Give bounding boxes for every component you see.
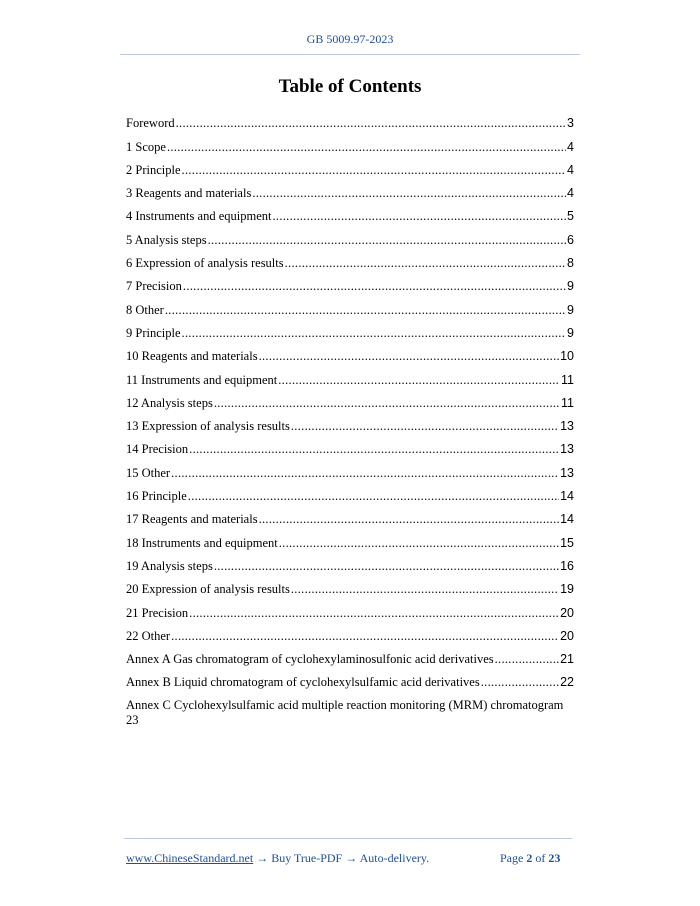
toc-leader-dots: [291, 419, 559, 434]
toc-entry-label: 4 Instruments and equipment: [126, 209, 272, 224]
toc-entry-page: 19: [560, 582, 574, 597]
toc-entry-page: 5: [567, 209, 574, 224]
toc-entry-label: 10 Reagents and materials: [126, 349, 258, 364]
toc-leader-dots: [279, 536, 559, 551]
header-divider: [120, 54, 580, 55]
toc-entry[interactable]: [126, 527, 574, 550]
toc-entry-label: 5 Analysis steps: [126, 232, 207, 247]
website-link[interactable]: www.ChineseStandard.net: [126, 851, 254, 865]
toc-entry[interactable]: [126, 457, 574, 480]
page-title: Table of Contents: [278, 76, 422, 97]
buy-true-pdf-link[interactable]: Buy True-PDF: [271, 851, 343, 865]
toc-entry-label: 3 Reagents and materials: [126, 186, 252, 201]
toc-entry[interactable]: [126, 504, 574, 527]
toc-entry-page: 9: [567, 279, 574, 294]
toc-entry-page: 3: [567, 116, 574, 131]
toc-leader-dots: [182, 326, 567, 341]
toc-entry-label: 8 Other: [126, 302, 164, 317]
toc-entry-page: 14: [560, 512, 574, 527]
toc-entry-label: 2 Principle: [126, 162, 181, 177]
arrow-right-icon: →: [345, 851, 358, 865]
toc-entry-label: 7 Precision: [126, 279, 182, 294]
toc-leader-dots: [495, 652, 559, 667]
toc-entry[interactable]: [126, 201, 574, 224]
toc-entry-label: Annex B Liquid chromatogram of cyclohexylsulfamic acid derivatives: [126, 675, 480, 690]
toc-entry-label: 14 Precision: [126, 442, 189, 457]
auto-delivery-text: Auto-delivery.: [359, 851, 430, 865]
toc-entry-page: 20: [560, 605, 574, 620]
toc-leader-dots: [208, 233, 566, 248]
toc-entry[interactable]: [126, 155, 574, 178]
footer-divider: [124, 838, 572, 839]
toc-leader-dots: [278, 373, 560, 388]
toc-entry[interactable]: [126, 108, 574, 131]
toc-entry-page: 15: [560, 535, 574, 550]
page-word: Page: [500, 851, 524, 865]
toc-leader-dots: [188, 489, 559, 504]
toc-entry[interactable]: [126, 621, 574, 644]
toc-entry[interactable]: [126, 690, 574, 728]
toc-entry[interactable]: [126, 294, 574, 317]
toc-entry[interactable]: [126, 597, 574, 620]
toc-entry-page: 10: [560, 349, 574, 364]
toc-entry-page: 4: [567, 139, 574, 154]
toc-leader-dots: [259, 349, 560, 364]
toc-entry[interactable]: [126, 271, 574, 294]
toc-entry[interactable]: [126, 178, 574, 201]
toc-leader-dots: [183, 279, 566, 294]
toc-entry-label: 13 Expression of analysis results: [126, 419, 290, 434]
toc-entry-page: 13: [560, 419, 574, 434]
toc-entry-label: 9 Principle: [126, 325, 181, 340]
toc-entry[interactable]: [126, 364, 574, 387]
toc-leader-dots: [165, 303, 566, 318]
toc-entry-label: 12 Analysis steps: [126, 395, 213, 410]
toc-entry[interactable]: [126, 667, 574, 690]
toc-entry-label: 21 Precision: [126, 605, 189, 620]
toc-entry-page: 9: [567, 302, 574, 317]
page-total: 23: [548, 851, 561, 865]
toc-entry-page: 9: [567, 325, 574, 340]
toc-entry-page: 4: [567, 162, 574, 177]
toc-entry-page: 23: [126, 713, 139, 728]
toc-entry-label: 20 Expression of analysis results: [126, 582, 290, 597]
toc-entry[interactable]: [126, 341, 574, 364]
toc-entry-page: 11: [561, 372, 574, 387]
page-current: 2: [526, 851, 533, 865]
toc-entry[interactable]: [126, 248, 574, 271]
header-standard-code: GB 5009.97-2023: [306, 32, 394, 46]
toc-leader-dots: [285, 256, 566, 271]
toc-entry-label: Foreword: [126, 116, 175, 131]
toc-leader-dots: [171, 629, 559, 644]
toc-entry-page: 14: [560, 489, 574, 504]
toc-leader-dots: [481, 675, 559, 690]
arrow-right-icon: →: [256, 851, 269, 865]
toc-leader-dots: [176, 116, 566, 131]
toc-entry[interactable]: [126, 318, 574, 341]
footer-promo: [126, 851, 429, 866]
toc-leader-dots: [252, 186, 566, 201]
toc-entry-page: 22: [560, 675, 574, 690]
toc-leader-dots: [259, 512, 560, 527]
toc-entry-label: Annex C Cyclohexylsulfamic acid multiple reaction monitoring (MRM) chromatogram: [126, 698, 564, 713]
toc-entry[interactable]: [126, 388, 574, 411]
toc-entry[interactable]: [126, 574, 574, 597]
toc-entry-page: 20: [560, 628, 574, 643]
toc-entry-label: 15 Other: [126, 465, 171, 480]
table-of-contents: [126, 108, 574, 728]
toc-entry-page: 4: [567, 186, 574, 201]
toc-entry-label: 1 Scope: [126, 139, 166, 154]
toc-entry[interactable]: [126, 131, 574, 154]
toc-entry[interactable]: [126, 224, 574, 247]
toc-entry-label: 16 Principle: [126, 489, 187, 504]
toc-entry-label: Annex A Gas chromatogram of cyclohexylaminosulfonic acid derivatives: [126, 652, 494, 667]
toc-entry-label: 6 Expression of analysis results: [126, 256, 284, 271]
toc-entry[interactable]: [126, 434, 574, 457]
toc-leader-dots: [291, 582, 559, 597]
toc-entry[interactable]: [126, 411, 574, 434]
page-of: of: [535, 851, 546, 865]
toc-entry-page: 21: [560, 652, 574, 667]
toc-entry-label: 22 Other: [126, 628, 171, 643]
toc-leader-dots: [189, 606, 559, 621]
toc-entry-label: 18 Instruments and equipment: [126, 535, 278, 550]
toc-entry-page: 16: [560, 558, 574, 573]
toc-leader-dots: [171, 466, 559, 481]
toc-entry[interactable]: [126, 481, 574, 504]
toc-entry[interactable]: [126, 551, 574, 574]
toc-entry-page: 6: [567, 232, 574, 247]
toc-entry-label: 19 Analysis steps: [126, 558, 213, 573]
toc-leader-dots: [214, 559, 559, 574]
toc-leader-dots: [189, 442, 559, 457]
toc-entry-label: 11 Instruments and equipment: [126, 372, 278, 387]
toc-leader-dots: [167, 140, 566, 155]
toc-leader-dots: [182, 163, 567, 178]
toc-leader-dots: [272, 209, 566, 224]
toc-entry-page: 13: [560, 442, 574, 457]
toc-entry-page: 11: [561, 395, 574, 410]
toc-entry[interactable]: [126, 644, 574, 667]
toc-entry-page: 8: [567, 256, 574, 271]
toc-leader-dots: [214, 396, 560, 411]
toc-entry-label: 17 Reagents and materials: [126, 512, 258, 527]
toc-entry-page: 13: [560, 465, 574, 480]
page-number: [500, 851, 560, 866]
